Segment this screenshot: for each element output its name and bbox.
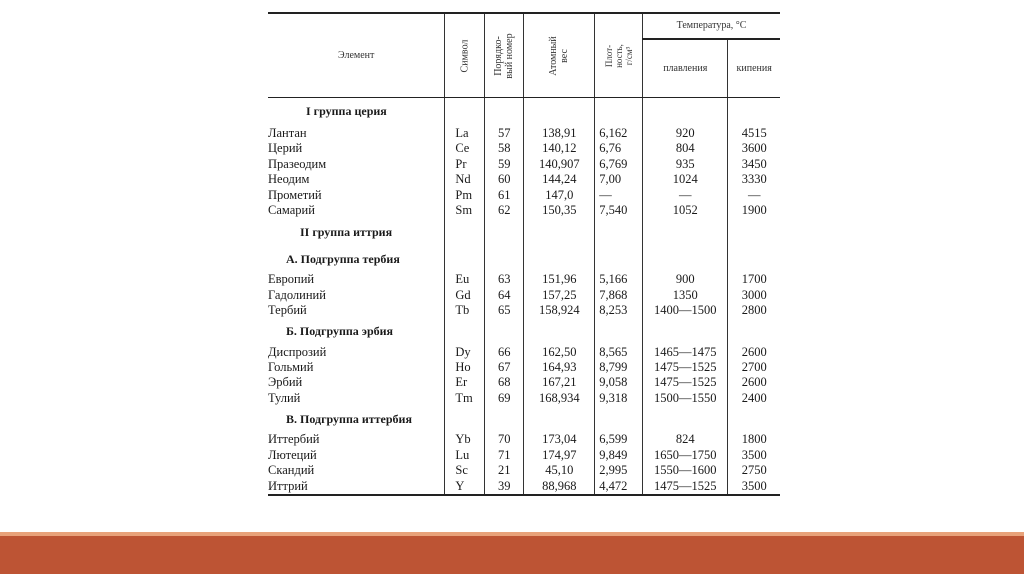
melting-point: 1400—1500 (643, 303, 728, 318)
table-body (268, 98, 780, 495)
boiling-point: 3500 (728, 448, 780, 463)
melting-point: 1650—1750 (643, 448, 728, 463)
element-number: 21 (484, 463, 524, 478)
density: 7,868 (595, 288, 643, 303)
footer-band (0, 536, 1024, 574)
header-temperature: Температура, °С (643, 13, 780, 39)
group-title: В. Подгруппа иттербия (286, 411, 412, 426)
melting-point: 935 (643, 157, 728, 172)
table-row (268, 345, 780, 360)
group-title: А. Подгруппа тербия (286, 251, 400, 266)
element-number: 68 (484, 375, 524, 390)
header-melting: плавления (643, 39, 728, 98)
header-atomic-weight: Атомный вес (524, 13, 595, 98)
density: 8,565 (595, 345, 643, 360)
melting-point: — (643, 188, 728, 203)
table-row (268, 479, 780, 495)
element-name: Неодим (268, 172, 310, 187)
melting-point: 1052 (643, 203, 728, 218)
element-name: Скандий (268, 463, 315, 478)
table-row (268, 375, 780, 390)
atomic-weight: 150,35 (524, 203, 595, 218)
atomic-weight: 144,24 (524, 172, 595, 187)
density: 6,162 (595, 126, 643, 141)
boiling-point: 2700 (728, 360, 780, 375)
density: 4,472 (595, 479, 643, 495)
element-symbol: La (445, 126, 485, 141)
table-row (268, 463, 780, 478)
rare-earth-table (268, 12, 780, 496)
boiling-point: 3500 (728, 479, 780, 495)
element-name: Лантан (268, 126, 307, 140)
melting-point: 1465—1475 (643, 345, 728, 360)
table-row (268, 188, 780, 203)
element-name: Тербий (268, 303, 307, 318)
element-name: Прометий (268, 187, 322, 202)
element-symbol: Dy (445, 345, 485, 360)
element-number: 63 (484, 272, 524, 287)
density: 8,253 (595, 303, 643, 318)
element-name: Самарий (268, 203, 315, 218)
density: 7,00 (595, 172, 643, 187)
table-row (268, 391, 780, 406)
melting-point: 1500—1550 (643, 391, 728, 406)
boiling-point: 3000 (728, 288, 780, 303)
boiling-point: 2800 (728, 303, 780, 318)
table-row (268, 448, 780, 463)
element-symbol: Gd (445, 288, 485, 303)
boiling-point: 1700 (728, 272, 780, 287)
table-row (268, 203, 780, 218)
table-row (268, 360, 780, 375)
table-row (268, 126, 780, 141)
boiling-point: 3600 (728, 141, 780, 156)
atomic-weight: 147,0 (524, 188, 595, 203)
element-name: Диспрозий (268, 344, 327, 359)
atomic-weight: 88,968 (524, 479, 595, 495)
element-symbol: Ce (445, 141, 485, 156)
melting-point: 1350 (643, 288, 728, 303)
density: 9,849 (595, 448, 643, 463)
element-symbol: Tb (445, 303, 485, 318)
atomic-weight: 157,25 (524, 288, 595, 303)
boiling-point: 3330 (728, 172, 780, 187)
element-number: 67 (484, 360, 524, 375)
table-row (268, 288, 780, 303)
melting-point: 1475—1525 (643, 360, 728, 375)
density: 9,318 (595, 391, 643, 406)
header-ordinal: Порядко- вый номер (484, 13, 524, 98)
group-title: II группа иттрия (300, 224, 393, 239)
scanned-table-image (268, 12, 780, 522)
density: 5,166 (595, 272, 643, 287)
boiling-point: 4515 (728, 126, 780, 141)
melting-point: 824 (643, 432, 728, 447)
element-symbol: Nd (445, 172, 485, 187)
table-row (268, 141, 780, 156)
group-title-row (268, 218, 780, 246)
melting-point: 1024 (643, 172, 728, 187)
element-number: 59 (484, 157, 524, 172)
density: 8,799 (595, 360, 643, 375)
element-name: Лютеций (268, 447, 317, 462)
atomic-weight: 162,50 (524, 345, 595, 360)
melting-point: 920 (643, 126, 728, 141)
atomic-weight: 138,91 (524, 126, 595, 141)
boiling-point: 2600 (728, 375, 780, 390)
element-number: 62 (484, 203, 524, 218)
element-number: 65 (484, 303, 524, 318)
density: 9,058 (595, 375, 643, 390)
atomic-weight: 164,93 (524, 360, 595, 375)
header-element: Элемент (268, 13, 445, 98)
boiling-point: 1900 (728, 203, 780, 218)
table-row (268, 157, 780, 172)
element-symbol: Eu (445, 272, 485, 287)
header-symbol: Символ (445, 13, 485, 98)
density: 6,769 (595, 157, 643, 172)
element-name: Празеодим (268, 156, 327, 171)
element-name: Гадолиний (268, 287, 326, 302)
melting-point: 1475—1525 (643, 479, 728, 495)
element-symbol: Y (445, 479, 485, 495)
table-row (268, 272, 780, 287)
group-title: I группа церия (306, 104, 387, 119)
element-name: Иттрий (268, 479, 445, 495)
boiling-point: — (728, 188, 780, 203)
element-number: 64 (484, 288, 524, 303)
boiling-point: 2600 (728, 345, 780, 360)
element-number: 66 (484, 345, 524, 360)
table-row (268, 432, 780, 447)
atomic-weight: 167,21 (524, 375, 595, 390)
table-row (268, 172, 780, 187)
element-symbol: Tm (445, 391, 485, 406)
atomic-weight: 151,96 (524, 272, 595, 287)
boiling-point: 3450 (728, 157, 780, 172)
element-symbol: Lu (445, 448, 485, 463)
density: 7,540 (595, 203, 643, 218)
melting-point: 1475—1525 (643, 375, 728, 390)
element-name: Тулий (268, 390, 301, 405)
element-number: 69 (484, 391, 524, 406)
melting-point: 900 (643, 272, 728, 287)
element-number: 61 (484, 188, 524, 203)
element-symbol: Pm (445, 188, 485, 203)
element-number: 39 (484, 479, 524, 495)
atomic-weight: 173,04 (524, 432, 595, 447)
density: 2,995 (595, 463, 643, 478)
table-row (268, 303, 780, 318)
element-symbol: Sc (445, 463, 485, 478)
element-number: 58 (484, 141, 524, 156)
boiling-point: 1800 (728, 432, 780, 447)
boiling-point: 2750 (728, 463, 780, 478)
boiling-point: 2400 (728, 391, 780, 406)
atomic-weight: 45,10 (524, 463, 595, 478)
element-symbol: Yb (445, 432, 485, 447)
melting-point: 1550—1600 (643, 463, 728, 478)
density: 6,599 (595, 432, 643, 447)
group-title: Б. Подгруппа эрбия (286, 323, 394, 338)
density: — (595, 188, 643, 203)
element-name: Эрбий (268, 375, 303, 390)
group-title-row (268, 319, 780, 345)
group-title-row (268, 246, 780, 272)
atomic-weight: 174,97 (524, 448, 595, 463)
element-name: Европий (268, 272, 315, 287)
element-name: Гольмий (268, 360, 314, 375)
element-name: Церий (268, 141, 303, 156)
header-density: Плот- ность, г/см³ (595, 13, 643, 98)
atomic-weight: 168,934 (524, 391, 595, 406)
atomic-weight: 140,907 (524, 157, 595, 172)
header-boiling: кипения (728, 39, 780, 98)
element-symbol: Pr (445, 157, 485, 172)
melting-point: 804 (643, 141, 728, 156)
element-symbol: Ho (445, 360, 485, 375)
element-number: 57 (484, 126, 524, 141)
element-symbol: Er (445, 375, 485, 390)
element-number: 60 (484, 172, 524, 187)
atomic-weight: 140,12 (524, 141, 595, 156)
element-number: 70 (484, 432, 524, 447)
element-number: 71 (484, 448, 524, 463)
element-symbol: Sm (445, 203, 485, 218)
density: 6,76 (595, 141, 643, 156)
group-title-row (268, 406, 780, 432)
atomic-weight: 158,924 (524, 303, 595, 318)
group-title-row (268, 98, 780, 127)
element-name: Иттербий (268, 432, 320, 447)
header-row (268, 13, 780, 39)
